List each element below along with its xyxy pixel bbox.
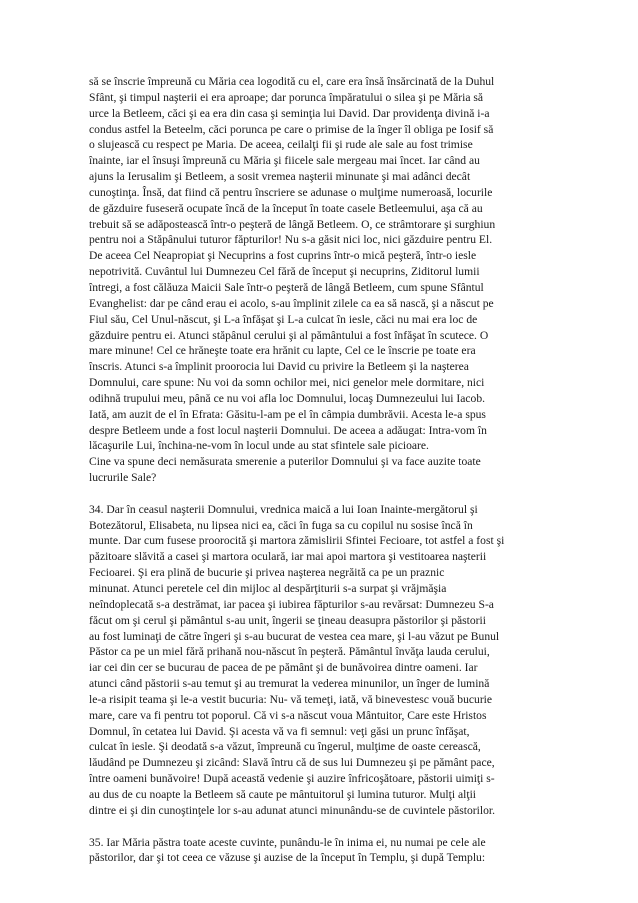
text-line: înainte, iar el însuşi împreună cu Măria şi fiicele sale mergeau mai încet. Iar când au [89,154,480,168]
text-line: lăcaşurile Lui, închina-ne-vom în locul unde au stat sfintele sale picioare. [89,439,429,453]
text-line: Fecioarei. Şi era plină de bucurie şi privea naşterea negrăită ca pe un praznic [89,566,445,580]
paragraph-gap [89,819,559,835]
text-line: găzduire pentru ei. Atunci stăpânul cerului şi al pământului a fost înfăşat în scutece. O [89,328,489,342]
text-line: iar cei din cer se bucurau de pacea de pe pământ şi de bunăvoirea dintre oameni. Iar [89,661,478,675]
text-line: Domnului, care spune: Nu voi da somn ochilor mei, nici genelor mele dormitare, nici [89,376,485,390]
text-line: Fiul său, Cel Unul-născut, şi L-a înfăşat şi L-a culcat în iesle, căci nu mai era loc de [89,312,478,326]
text-line: au dus de cu noapte la Betleem să caute pe mântuitorul şi lumina tuturor. Mulţi alţii [89,787,477,801]
text-line: mare minune! Cel ce hrăneşte toate era hrănit cu lapte, Cel ce le înscrie pe toate era [89,344,476,358]
text-line: o slujească cu respect pe Maria. De aceea, ceilalţi fii şi rude ale sale au fost trimise [89,138,473,152]
text-line: Cine va spune deci nemăsurata smerenie a puterilor Domnului şi va face auzite toate [89,455,481,469]
text-line: înscris. Atunci s-a împlinit proorocia lui David cu privire la Betleem şi la naşterea [89,360,469,374]
text-line: munte. Dar cum fusese proorocită şi martora zămislirii Sfintei Fecioare, tot astfel a fost şi [89,534,505,548]
text-line: lucrurile Sale? [89,471,157,485]
text-line: atunci când păstorii s-au temut şi au tremurat la vederea minunilor, un înger de lumină [89,677,490,691]
text-line: să se înscrie împreună cu Măria cea logodită cu el, care era însă însărcinată de la Duhul [89,75,495,88]
text-line: cunoştinţa. Însă, dat fiind că pentru înscriere se adunase o mulţime numeroasă, locurile [89,185,493,199]
document-body [89,74,559,866]
text-line: urce la Betleem, căci şi ea era din casa şi seminţia lui David. Dar providenţa divină i-a [89,106,490,120]
text-line: dintre ei şi din cunoştinţele lor s-au adunat atunci minunându-se de cuvintele păstorilor. [89,803,495,817]
paragraph [89,835,559,867]
text-line: de găzduire fuseseră ocupate încă de la început în toate casele Betleemului, aşa că au [89,201,483,215]
text-line: Păstor ca pe un miel fără prihană nou-născut în peşteră. Pământul învăţa lauda cerului, [89,645,490,659]
paragraph [89,502,559,819]
text-line: mare, care va fi pentru tot poporul. Că vi s-a născut voua Mântuitor, Care este Hristos [89,708,487,722]
text-line: păstorilor, dar şi tot ceea ce văzuse şi auzise de la început în Templu, şi după Templu: [89,851,486,865]
text-line: au fost luminaţi de către îngeri şi s-au bucurat de vestea cea mare, şi l-au văzut pe Bunul [89,629,500,643]
text-line: 35. Iar Măria păstra toate aceste cuvinte, punându-le în inima ei, nu numai pe cele ale [89,835,486,849]
text-line: le-a risipit teama şi le-a vestit bucuria: Nu- vă temeţi, iată, vă binevestesc vouă bucurie [89,692,493,706]
text-line: Sfânt, şi timpul naşterii ei era aproape; dar porunca împăratului o silea şi pe Măria să [89,90,484,104]
paragraph [89,74,559,486]
text-line: De aceea Cel Neapropiat şi Necuprins a fost cuprins într-o mică peşteră, într-o iesle [89,249,477,263]
text-line: făcut om şi cerul şi pământul s-au unit, îngerii se ţineau deasupra păstorilor şi păstorii [89,613,486,627]
paragraph-gap [89,486,559,502]
text-line: trebuit să se adăpostească într-o peşteră de lângă Betleem. O, ce strâmtorare şi surghiun [89,217,496,231]
text-line: Evanghelist: dar pe când erau ei acolo, s-au împlinit zilele ca ea să nască, şi a născut pe [89,296,494,310]
text-line: pentru noi a Stăpânului tuturor făpturilor! Nu s-a găsit nici loc, nici găzduire pentru El. [89,233,493,247]
text-line: Domnul, în cetatea lui David. Şi acesta vă va fi semnul: veţi găsi un prunc înfăşat, [89,724,470,738]
text-line: culcat în iesle. Şi deodată s-a văzut, împreună cu îngerul, mulţime de oaste cerească, [89,740,481,754]
text-line: Botezătorul, Elisabeta, nu lipsea nici ea, căci în fuga sa cu copilul nu sosise încă în [89,518,473,532]
text-line: păzitoare slăvită a casei şi martora oculară, iar mai apoi martora şi vestitoarea naşterii [89,550,487,564]
text-line: ajuns la Ierusalim şi Betleem, a sosit vremea naşterii minunate şi mai adânci decât [89,170,471,184]
text-line: 34. Dar în ceasul naşterii Domnului, vrednica maică a lui Ioan Inainte-mergătorul şi [89,502,478,516]
text-line: Iată, am auzit de el în Efrata: Găsitu-l-am pe el în câmpia dumbrăvii. Acesta le-a spus [89,407,486,421]
text-line: neîndoplecată s-a destrămat, iar pacea şi iubirea făpturilor s-au revărsat: Dumnezeu S-a [89,597,494,611]
text-line: între oameni bunăvoire! După această vedenie şi auzire înfricoşătoare, păstorii uimiţi s- [89,772,495,786]
text-line: nepotrivită. Cuvântul lui Dumnezeu Cel fără de început şi necuprins, Ziditorul lumii [89,265,480,279]
text-line: întregi, a fost călăuza Maicii Sale într-o peşteră de lângă Betleem, cum spune Sfântul [89,280,484,294]
text-line: despre Betleem unde a fost locul naşterii Domnului. De aceea a adăugat: Intra-vom în [89,423,487,437]
text-line: condus astfel la Beteelm, căci porunca pe care o primise de la înger îl obliga pe Iosif să [89,122,494,136]
text-line: lăudând pe Dumnezeu şi zicând: Slavă întru că de sus lui Dumnezeu şi pe pământ pace, [89,756,495,770]
text-line: minunat. Atunci peretele cel din mijloc al despărţiturii s-a surpat şi vrăjmăşia [89,582,447,595]
text-line: odihnă trupului meu, până ce nu voi afla loc Domnului, locaş Dumnezeului lui Iacob. [89,391,486,405]
